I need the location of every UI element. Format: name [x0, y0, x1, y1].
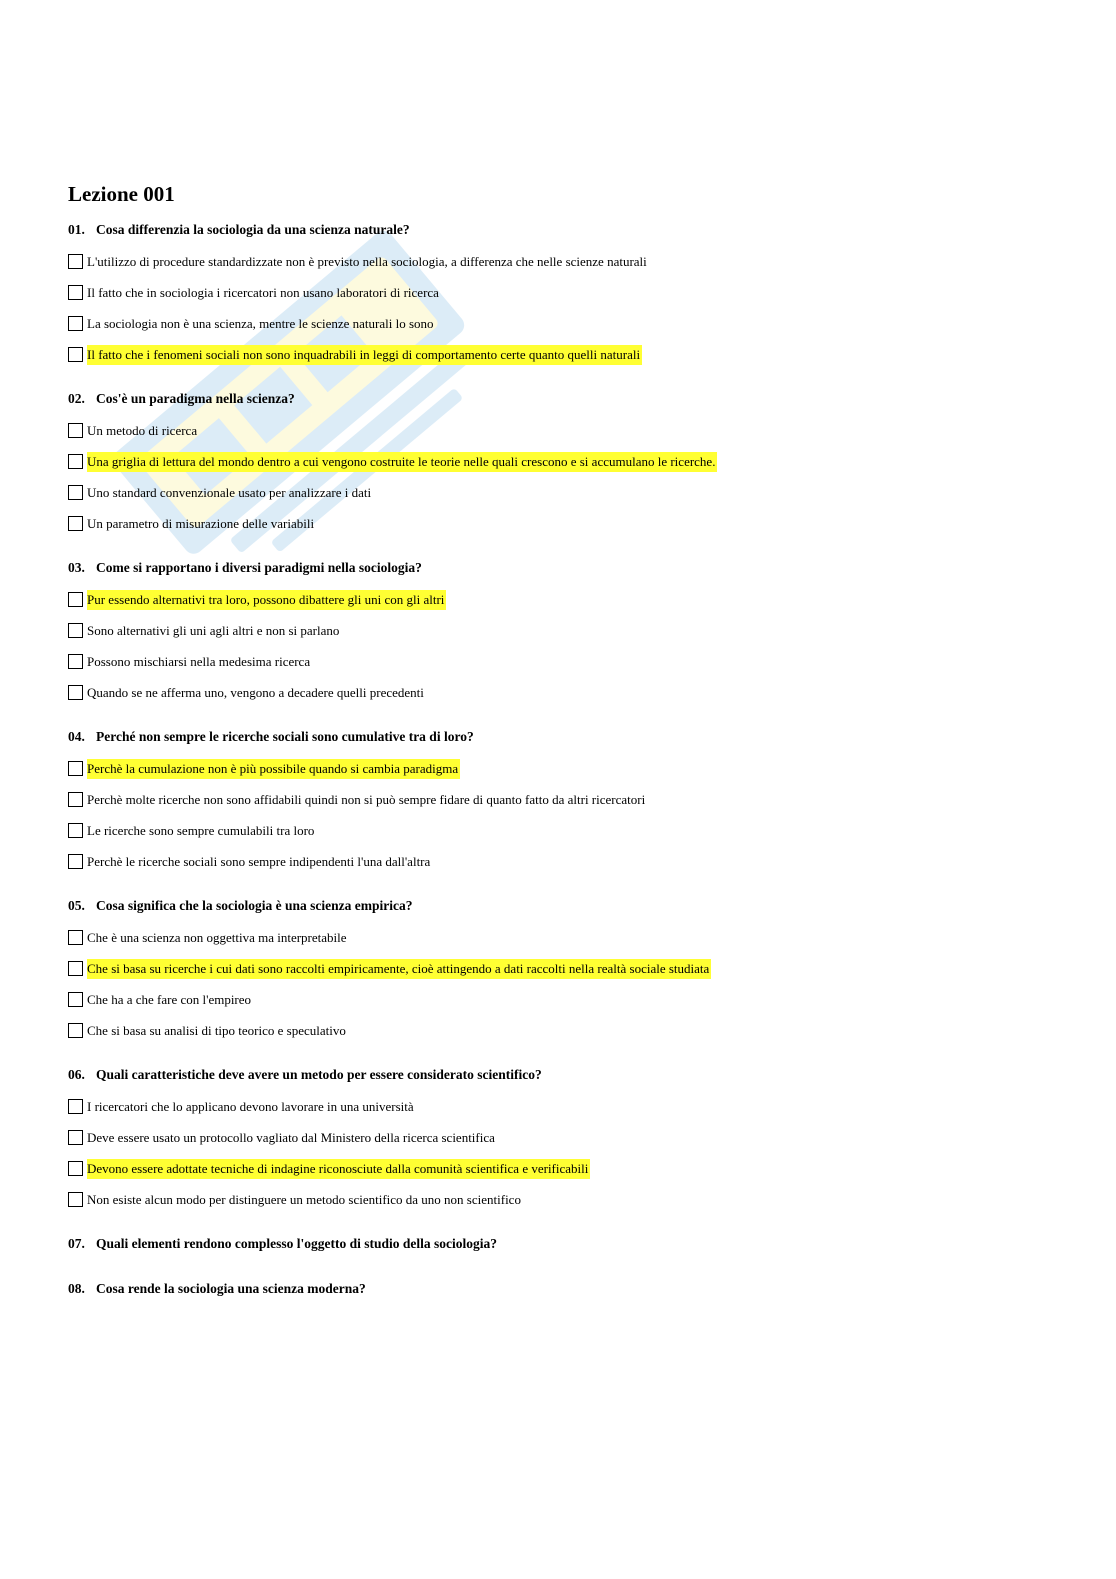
- answer-text: Le ricerche sono sempre cumulabili tra loro: [87, 822, 315, 838]
- question-block: [68, 389, 1068, 539]
- answer-option[interactable]: [68, 753, 1068, 784]
- question-number: 04.: [68, 729, 85, 744]
- answer-checkbox[interactable]: [68, 254, 83, 269]
- answer-checkbox[interactable]: [68, 423, 83, 438]
- answer-option[interactable]: [68, 508, 1068, 539]
- question-label: Cosa differenzia la sociologia da una scienza naturale?: [96, 222, 410, 237]
- question-text: [68, 1234, 1068, 1254]
- answer-option[interactable]: [68, 1091, 1068, 1122]
- answer-option[interactable]: [68, 246, 1068, 277]
- answer-checkbox[interactable]: [68, 792, 83, 807]
- answer-option[interactable]: [68, 446, 1068, 477]
- answer-text-highlighted: Il fatto che i fenomeni sociali non sono inquadrabili in leggi di comportamento certe quanto quelli naturali: [87, 345, 642, 365]
- answer-text: Quando se ne afferma uno, vengono a decadere quelli precedenti: [87, 684, 424, 700]
- question-block: [68, 558, 1068, 708]
- question-number: 05.: [68, 898, 85, 913]
- answer-text: Sono alternativi gli uni agli altri e non si parlano: [87, 622, 340, 638]
- answer-option[interactable]: [68, 846, 1068, 877]
- answer-option[interactable]: [68, 984, 1068, 1015]
- answer-checkbox[interactable]: [68, 454, 83, 469]
- answer-text-highlighted: Che si basa su ricerche i cui dati sono raccolti empiricamente, cioè attingendo a dati raccolti nella realtà sociale studiata: [87, 959, 711, 979]
- question-label: Quali elementi rendono complesso l'oggetto di studio della sociologia?: [96, 1236, 498, 1251]
- question-text: [68, 220, 1068, 240]
- answer-text: Perchè molte ricerche non sono affidabili quindi non si può sempre fidare di quanto fatto da altri ricercatori: [87, 791, 646, 807]
- answer-checkbox[interactable]: [68, 623, 83, 638]
- question-label: Come si rapportano i diversi paradigmi nella sociologia?: [96, 560, 422, 575]
- answer-option[interactable]: [68, 1153, 1068, 1184]
- question-number: 01.: [68, 222, 85, 237]
- answer-checkbox[interactable]: [68, 961, 83, 976]
- answer-option[interactable]: [68, 277, 1068, 308]
- answer-checkbox[interactable]: [68, 930, 83, 945]
- answer-checkbox[interactable]: [68, 285, 83, 300]
- answer-text: L'utilizzo di procedure standardizzate non è previsto nella sociologia, a differenza che nelle scienze naturali: [87, 253, 647, 269]
- answer-text: I ricercatori che lo applicano devono lavorare in una università: [87, 1098, 414, 1114]
- answer-text: Che si basa su analisi di tipo teorico e speculativo: [87, 1022, 346, 1038]
- answer-option[interactable]: [68, 339, 1068, 370]
- question-text: [68, 727, 1068, 747]
- question-number: 08.: [68, 1281, 85, 1296]
- question-label: Cos'è un paradigma nella scienza?: [96, 391, 295, 406]
- answer-text: Un metodo di ricerca: [87, 422, 198, 438]
- lesson-title: Lezione 001: [68, 182, 175, 206]
- answer-option[interactable]: [68, 922, 1068, 953]
- answer-checkbox[interactable]: [68, 1099, 83, 1114]
- answer-text: Non esiste alcun modo per distinguere un metodo scientifico da uno non scientifico: [87, 1191, 521, 1207]
- answer-checkbox[interactable]: [68, 685, 83, 700]
- answer-option[interactable]: [68, 584, 1068, 615]
- question-text: [68, 389, 1068, 409]
- answer-text-highlighted: Perchè la cumulazione non è più possibile quando si cambia paradigma: [87, 759, 460, 779]
- answer-option[interactable]: [68, 953, 1068, 984]
- answer-checkbox[interactable]: [68, 592, 83, 607]
- question-label: Cosa rende la sociologia una scienza moderna?: [96, 1281, 366, 1296]
- answer-checkbox[interactable]: [68, 854, 83, 869]
- question-block: [68, 1065, 1068, 1215]
- answer-text: Che è una scienza non oggettiva ma interpretabile: [87, 929, 347, 945]
- answer-text-highlighted: Devono essere adottate tecniche di indagine riconosciute dalla comunità scientifica e verificabili: [87, 1159, 590, 1179]
- question-block: [68, 1279, 1068, 1299]
- answer-checkbox[interactable]: [68, 823, 83, 838]
- question-label: Quali caratteristiche deve avere un metodo per essere considerato scientifico?: [96, 1067, 542, 1082]
- answer-text-highlighted: Pur essendo alternativi tra loro, possono dibattere gli uni con gli altri: [87, 590, 446, 610]
- answer-checkbox[interactable]: [68, 761, 83, 776]
- answer-checkbox[interactable]: [68, 516, 83, 531]
- answer-text: Che ha a che fare con l'empireo: [87, 991, 252, 1007]
- question-label: Cosa significa che la sociologia è una scienza empirica?: [96, 898, 413, 913]
- answer-checkbox[interactable]: [68, 485, 83, 500]
- answer-option[interactable]: [68, 815, 1068, 846]
- question-list: [68, 220, 1068, 1299]
- quiz-content: [68, 178, 1068, 1324]
- answer-option[interactable]: [68, 615, 1068, 646]
- answer-checkbox[interactable]: [68, 1023, 83, 1038]
- question-text: [68, 1065, 1068, 1085]
- answer-checkbox[interactable]: [68, 1161, 83, 1176]
- answer-checkbox[interactable]: [68, 347, 83, 362]
- answer-text-highlighted: Una griglia di lettura del mondo dentro a cui vengono costruite le teorie nelle quali crescono e si accumulano le ricerche.: [87, 452, 717, 472]
- question-block: [68, 727, 1068, 877]
- answer-text: Uno standard convenzionale usato per analizzare i dati: [87, 484, 372, 500]
- answer-text: Deve essere usato un protocollo vagliato dal Ministero della ricerca scientifica: [87, 1129, 495, 1145]
- answer-checkbox[interactable]: [68, 316, 83, 331]
- question-label: Perché non sempre le ricerche sociali sono cumulative tra di loro?: [96, 729, 474, 744]
- answer-checkbox[interactable]: [68, 654, 83, 669]
- question-text: [68, 1279, 1068, 1299]
- answer-checkbox[interactable]: [68, 1192, 83, 1207]
- answer-text: La sociologia non è una scienza, mentre le scienze naturali lo sono: [87, 315, 434, 331]
- question-number: 02.: [68, 391, 85, 406]
- answer-option[interactable]: [68, 415, 1068, 446]
- answer-option[interactable]: [68, 646, 1068, 677]
- answer-text: Un parametro di misurazione delle variabili: [87, 515, 315, 531]
- question-number: 07.: [68, 1236, 85, 1251]
- answer-text: Perchè le ricerche sociali sono sempre indipendenti l'una dall'altra: [87, 853, 431, 869]
- question-number: 03.: [68, 560, 85, 575]
- answer-option[interactable]: [68, 1015, 1068, 1046]
- answer-option[interactable]: [68, 1122, 1068, 1153]
- question-block: [68, 896, 1068, 1046]
- question-block: [68, 1234, 1068, 1254]
- question-text: [68, 558, 1068, 578]
- answer-text: Il fatto che in sociologia i ricercatori non usano laboratori di ricerca: [87, 284, 439, 300]
- answer-option[interactable]: [68, 1184, 1068, 1215]
- answer-option[interactable]: [68, 477, 1068, 508]
- question-block: [68, 220, 1068, 370]
- answer-option[interactable]: [68, 308, 1068, 339]
- answer-text: Possono mischiarsi nella medesima ricerca: [87, 653, 311, 669]
- answer-option[interactable]: [68, 677, 1068, 708]
- answer-checkbox[interactable]: [68, 992, 83, 1007]
- question-number: 06.: [68, 1067, 85, 1082]
- question-text: [68, 896, 1068, 916]
- answer-option[interactable]: [68, 784, 1068, 815]
- answer-checkbox[interactable]: [68, 1130, 83, 1145]
